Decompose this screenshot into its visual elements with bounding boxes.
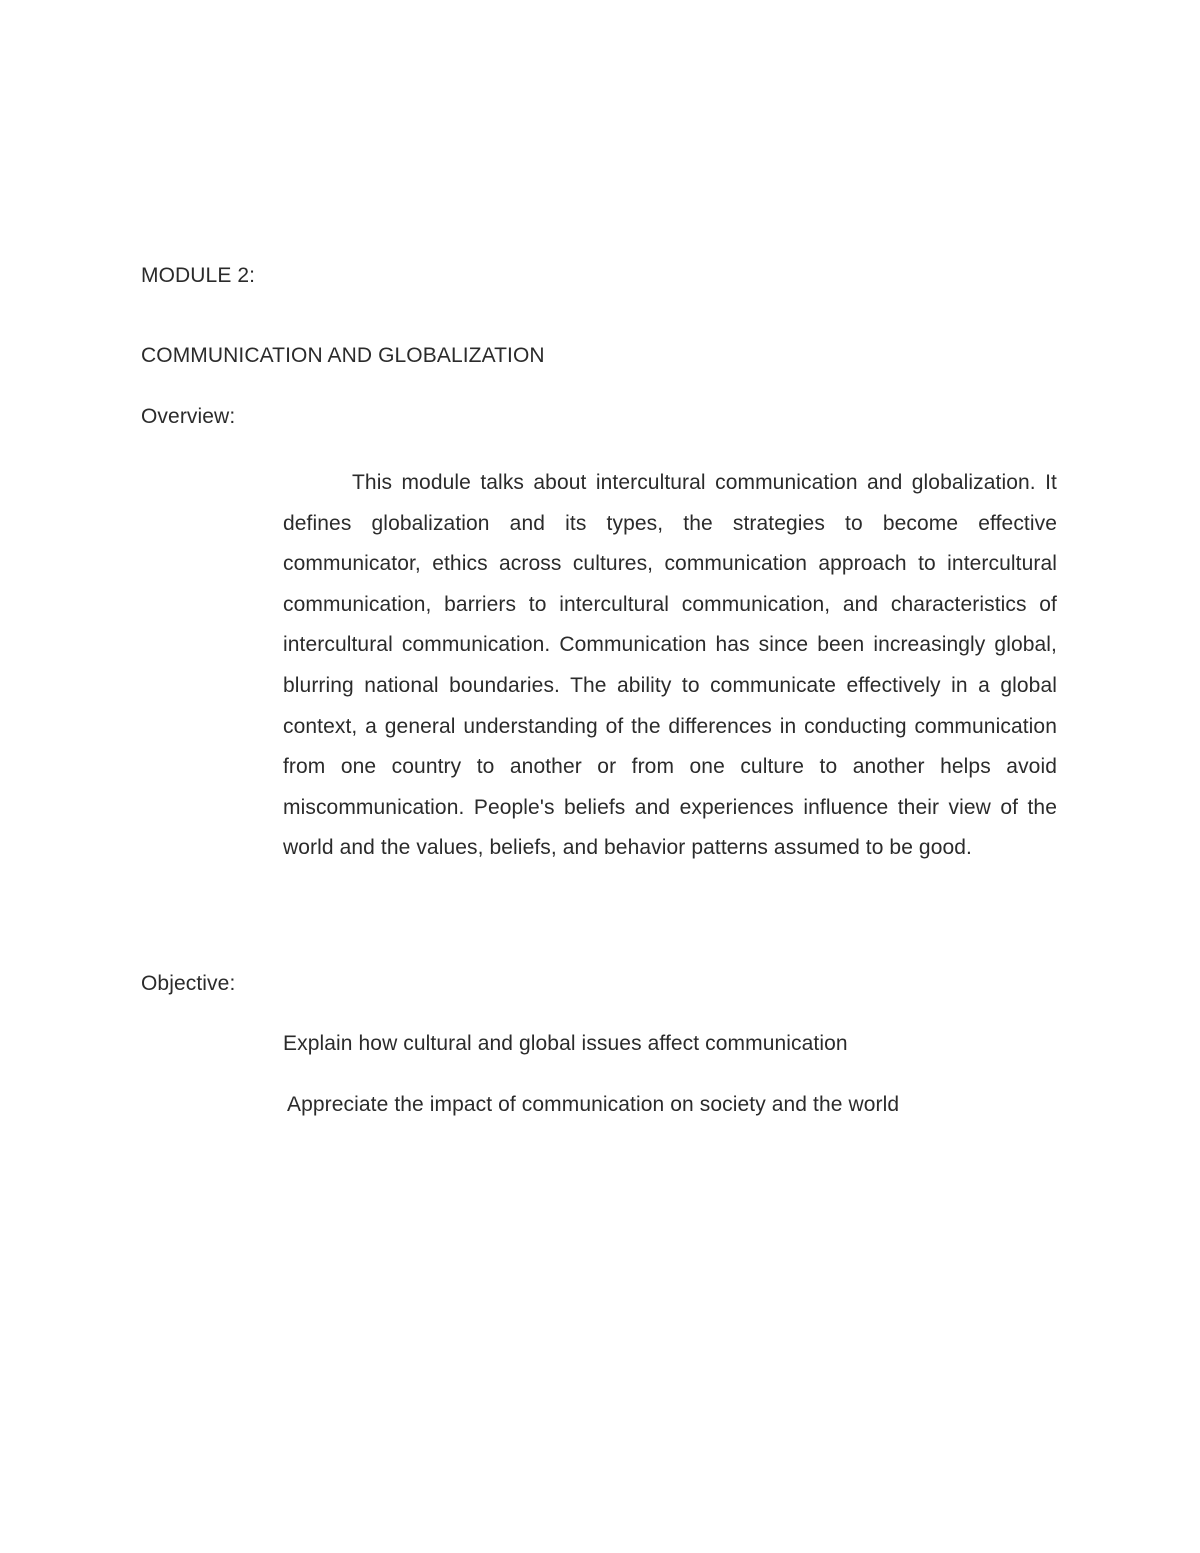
objective-item: Appreciate the impact of communication on society and the world	[287, 1093, 900, 1116]
module-title: COMMUNICATION AND GLOBALIZATION	[141, 344, 545, 367]
module-label: MODULE 2:	[141, 264, 256, 287]
overview-paragraph: This module talks about intercultural communication and globalization. It defines globalization and its types, the strategies to become effective communicator, ethics across cultures, communication approach to intercultural communication, barriers to intercultural communication, and characteristics of intercultural communication. Communication has since been increasingly global, blurring national boundaries. The ability to communicate effectively in a global context, a general understanding of the differences in conducting communication from one country to another or from one culture to another helps avoid miscommunication. People's beliefs and experiences influence their view of the world and the values, beliefs, and behavior patterns assumed to be good.	[283, 471, 1057, 860]
objective-item: Explain how cultural and global issues affect communication	[283, 1032, 848, 1055]
objective-heading: Objective:	[141, 972, 236, 995]
overview-heading: Overview:	[141, 405, 236, 428]
